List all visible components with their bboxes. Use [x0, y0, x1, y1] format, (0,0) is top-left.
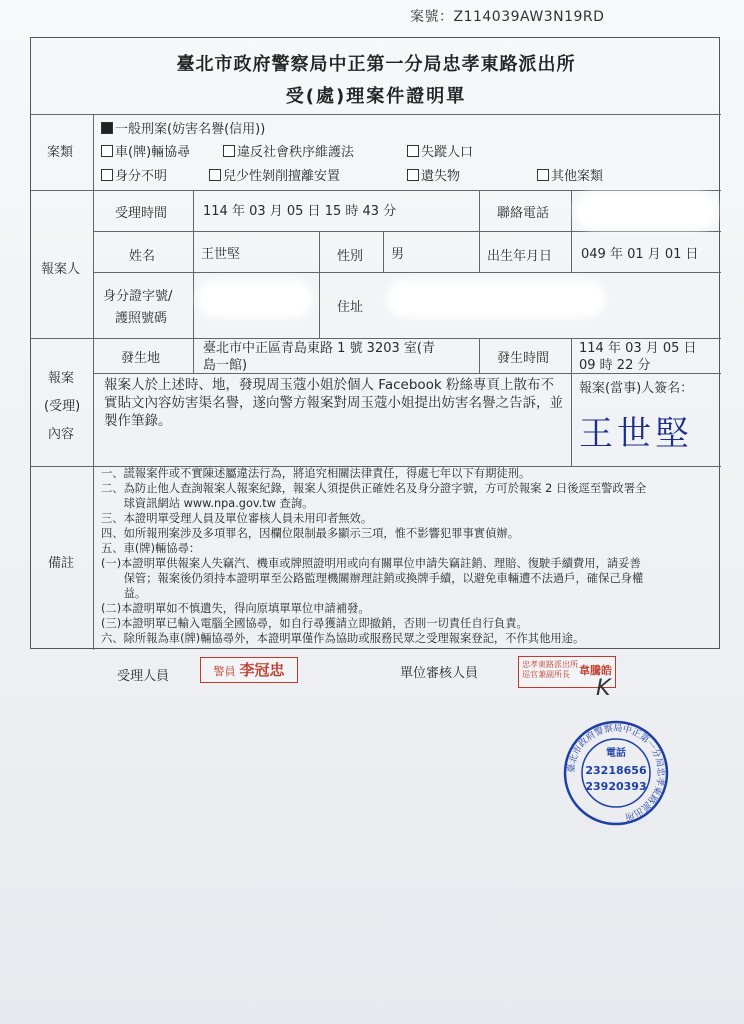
divider — [571, 338, 572, 373]
remark-line: 球資訊網站 www.npa.gov.tw 查詢。 — [101, 497, 314, 510]
case-number: 案號：Z114039AW3N19RD — [410, 9, 605, 25]
form-title-document: 受(處)理案件證明單 — [285, 86, 467, 107]
birth-value: 049 年 01 月 01 日 — [581, 247, 699, 262]
seal-ring-text: 臺北市政府警察局中正第一分局忠孝東路派出所 — [566, 723, 666, 822]
incident-time-value: 114 年 03 月 05 日 — [579, 341, 697, 356]
content-label: (受理) — [44, 399, 81, 414]
remark-line: 四、如所報刑案涉及多項罪名，因欄位限制最多顯示三項，惟不影響犯罪事實偵辦。 — [101, 527, 519, 540]
reviewer-initial-mark: K — [596, 676, 611, 701]
case-type-label: 案類 — [47, 145, 74, 160]
remark-line: 三、本證明單受理人員及單位審核人員未用印者無效。 — [101, 512, 373, 525]
remark-line: (二)本證明單如不慎遺失，得向原填單單位申請補發。 — [101, 602, 370, 615]
incident-time-label: 發生時間 — [497, 351, 550, 366]
checkbox-checked-icon — [101, 122, 113, 134]
seal-phone-1: 23218656 — [585, 764, 647, 777]
divider — [93, 231, 721, 232]
content-label: 報案 — [48, 371, 75, 386]
case-type-option[interactable]: 失蹤人口 — [407, 144, 473, 161]
divider — [383, 231, 384, 272]
checkbox-icon — [537, 169, 549, 181]
case-type-option[interactable]: 車(牌)輛協尋 — [101, 144, 190, 161]
remark-line: 保管；報案後仍須持本證明單至公路監理機關辦理註銷或換牌手續，以避免車輛遭不法過戶，確保己身權 — [101, 572, 644, 585]
divider — [571, 373, 572, 466]
divider — [31, 338, 721, 339]
accept-time-value: 114 年 03 月 05 日 15 時 43 分 — [203, 204, 397, 219]
address-label: 住址 — [337, 300, 364, 315]
police-station-seal — [560, 718, 672, 828]
receiver-stamp: 警員 李冠忠 — [200, 657, 298, 683]
remark-line: 一、謊報案件或不實陳述屬違法行為，將追究相關法律責任，得處七年以下有期徒刑。 — [101, 467, 531, 480]
remark-line: (一)本證明單供報案人失竊汽、機車或牌照證明用或向有關單位申請失竊註銷、理賠、復駛手續費用，請妥善 — [101, 557, 641, 570]
phone-label: 聯絡電話 — [497, 206, 550, 221]
place-value: 臺北市中正區青島東路 1 號 3203 室(青 — [203, 341, 435, 356]
redacted-id — [203, 286, 307, 312]
divider — [479, 190, 480, 272]
remark-line: 五、車(牌)輛協尋： — [101, 542, 201, 555]
incident-time-value: 09 時 22 分 — [579, 358, 651, 373]
accept-time-label: 受理時間 — [115, 206, 168, 221]
report-narrative: 報案人於上述時、地，發現周玉蔻小姐於個人 Facebook 粉絲專頁上散布不實貼文內容妨害渠名譽，遂向警方報案對周玉蔻小姐提出妨害名譽之告訴，並製作筆錄。 — [104, 377, 563, 429]
divider — [479, 338, 480, 373]
gender-label: 性別 — [337, 249, 364, 264]
name-value: 王世堅 — [201, 247, 241, 262]
divider — [93, 114, 94, 650]
case-type-option[interactable]: 其他案類 — [537, 168, 603, 185]
case-type-option[interactable]: 違反社會秩序維護法 — [223, 144, 354, 161]
certificate-form — [30, 37, 720, 649]
id-label: 身分證字號/ — [103, 289, 173, 304]
reporter-signature: 王世堅 — [579, 414, 693, 454]
divider — [571, 190, 572, 272]
form-title-agency: 臺北市政府警察局中正第一分局忠孝東路派出所 — [176, 54, 576, 75]
place-value: 島一館) — [203, 358, 248, 373]
divider — [31, 114, 721, 115]
divider — [193, 338, 194, 373]
case-type-option[interactable]: 兒少性剝削擅離安置 — [209, 168, 340, 185]
divider — [31, 190, 721, 191]
case-type-option[interactable]: 身分不明 — [101, 168, 167, 185]
name-label: 姓名 — [129, 249, 156, 264]
id-label: 護照號碼 — [115, 311, 168, 326]
remarks-label: 備註 — [48, 556, 75, 571]
checkbox-icon — [101, 145, 113, 157]
seal-phone-label: 電話 — [606, 748, 626, 759]
divider — [93, 272, 721, 273]
redacted-address — [393, 286, 599, 312]
remark-line: 益。 — [101, 587, 147, 600]
checkbox-icon — [101, 169, 113, 181]
remark-line: (三)本證明單已輸入電腦全國協尋，如自行尋獲請立即撤銷，否則一切責任自行負責。 — [101, 617, 528, 630]
checkbox-icon — [223, 145, 235, 157]
divider — [319, 231, 320, 338]
signature-label: 報案(當事)人簽名： — [579, 381, 694, 396]
reviewer-stamp: 忠孝東路派出所 巡官兼副所長 韋騰皓 — [518, 656, 616, 688]
redacted-phone — [581, 198, 711, 224]
case-type-option[interactable]: 一般刑案(妨害名譽(信用)) — [101, 121, 265, 138]
checkbox-icon — [209, 169, 221, 181]
content-label: 內容 — [48, 427, 75, 442]
remark-line: 六、除所報為車(牌)輛協尋外，本證明單僅作為協助或服務民眾之受理報案登記，不作其他用途。 — [101, 632, 585, 645]
seal-phone-2: 23920393 — [585, 780, 647, 793]
reporter-section-label: 報案人 — [41, 262, 81, 277]
receiver-label: 受理人員 — [117, 669, 170, 684]
reviewer-label: 單位審核人員 — [400, 666, 479, 681]
place-label: 發生地 — [121, 351, 161, 366]
checkbox-icon — [407, 145, 419, 157]
birth-label: 出生年月日 — [487, 249, 553, 264]
divider — [193, 190, 194, 338]
gender-value: 男 — [391, 247, 405, 262]
remark-line: 二、為防止他人查詢報案人報案紀錄，報案人須提供正確姓名及身分證字號，方可於報案 2 日後逕至警政署全 — [101, 482, 647, 495]
case-type-option[interactable]: 遺失物 — [407, 168, 460, 185]
checkbox-icon — [407, 169, 419, 181]
